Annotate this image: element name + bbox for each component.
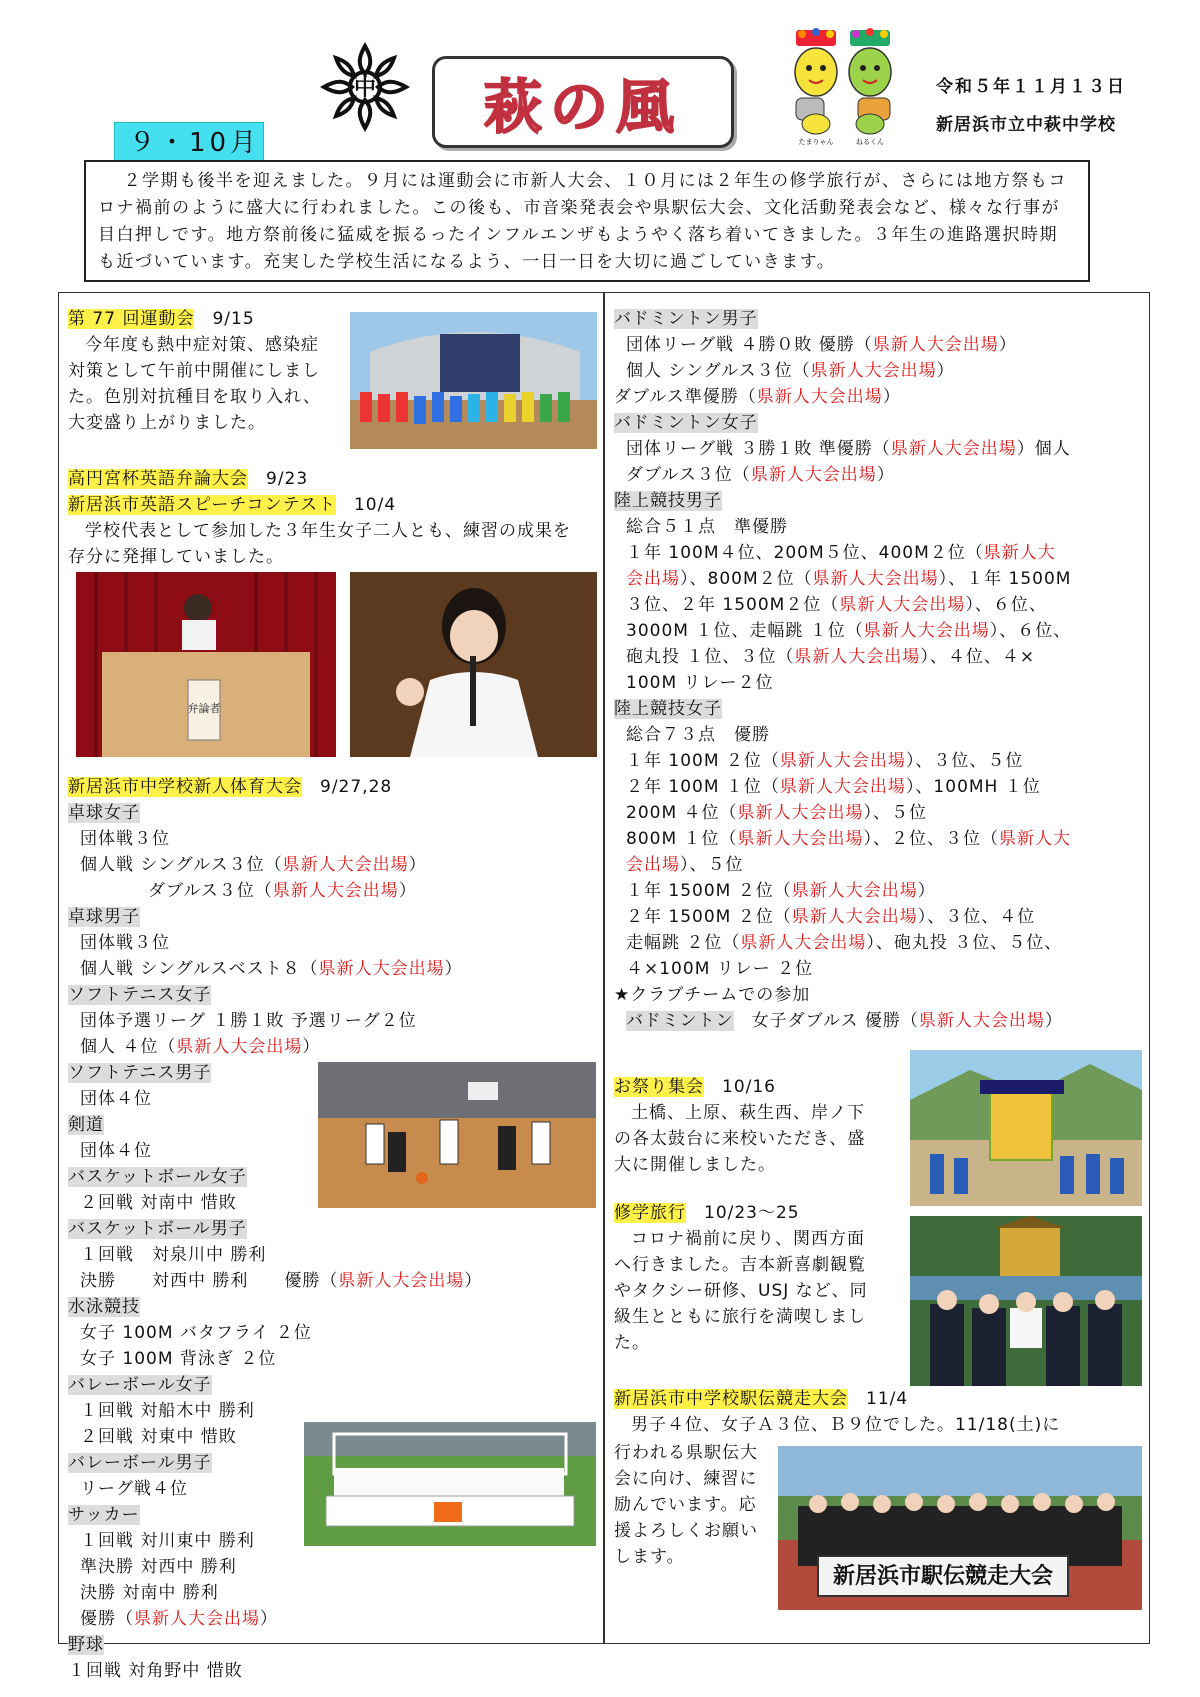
relay-line-1: 男子４位、女子Ａ３位、Ｂ９位でした。11/18(土)に — [631, 1415, 1061, 1435]
result-line: 優勝（県新人大会出場） — [80, 1609, 278, 1629]
soccer-team-photo — [304, 1422, 596, 1546]
speech-student-photo — [350, 572, 597, 757]
speech-podium-photo — [76, 572, 336, 757]
result-label-row — [68, 904, 598, 930]
result-line: 準決勝 対西中 勝利 — [80, 1557, 237, 1577]
sports-day-heading: 第 77 回運動会 — [68, 309, 195, 329]
badminton-boys-label-row — [614, 306, 1144, 332]
track-girls-line-8: 走幅跳 ２位（県新人大会出場）、砲丸投 ３位、５位、 — [626, 933, 1063, 953]
badminton-girls-line-2: ダブルス３位（県新人大会出場） — [626, 465, 895, 485]
track-boys-line-2: 会出場）、800M２位（県新人大会出場）、１年 1500M — [626, 569, 1072, 589]
speech-contest-date-2: 10/4 — [353, 495, 397, 515]
festival-photo — [910, 1050, 1142, 1206]
result-category-label: バスケットボール女子 — [68, 1167, 247, 1187]
result-line: ダブルス３位（県新人大会出場） — [148, 881, 417, 901]
badminton-boys-label: バドミントン男子 — [614, 309, 758, 329]
track-girls-label-row — [614, 696, 1144, 722]
result-label-row — [68, 1294, 598, 1320]
school-emblem-logo — [320, 42, 410, 132]
relay-heading-row — [614, 1386, 908, 1412]
result-category-label: 水泳競技 — [68, 1297, 140, 1317]
track-boys-label: 陸上競技男子 — [614, 491, 722, 511]
newsletter-title: 萩の風 — [483, 73, 682, 141]
result-label-row — [68, 1632, 598, 1658]
newsletter-title-box — [432, 56, 734, 148]
result-category-label: 剣道 — [68, 1115, 104, 1135]
track-girls-label: 陸上競技女子 — [614, 699, 722, 719]
result-line: １回戦 対川東中 勝利 — [80, 1531, 255, 1551]
junior-meet-heading-row — [68, 774, 392, 800]
speech-body: 学校代表として参加した３年生女子二人とも、練習の成果を存分に発揮していました。 — [68, 521, 571, 567]
sports-day-photo — [350, 312, 597, 449]
result-line: 団体４位 — [80, 1141, 152, 1161]
result-line: 決勝 対西中 勝利 優勝（県新人大会出場） — [80, 1271, 483, 1291]
club-team-line: バドミントン 女子ダブルス 優勝（県新人大会出場） — [626, 1011, 1063, 1031]
speech-contest-date-1: 9/23 — [266, 469, 309, 489]
festival-heading-row — [614, 1074, 776, 1100]
speech-heading-row-1 — [68, 466, 308, 492]
trip-date: 10/23～25 — [704, 1203, 800, 1223]
school-name: 新居浜市立中萩中学校 — [936, 115, 1116, 135]
speech-heading-row-2 — [68, 492, 396, 518]
relay-heading: 新居浜市中学校駅伝競走大会 — [614, 1389, 848, 1409]
track-girls-line-1: １年 100M ２位（県新人大会出場）、３位、５位 — [626, 751, 1024, 771]
track-boys-label-row — [614, 488, 1144, 514]
issue-date: 令和５年１１月１３日 — [936, 77, 1126, 97]
festival-heading: お祭り集会 — [614, 1077, 704, 1097]
result-label-row — [68, 800, 598, 826]
sports-day-body: 今年度も熱中症対策、感染症対策として午前中開催にしました。色別対抗種目を取り入れ、大変盛り上がりました。 — [68, 335, 322, 433]
school-trip-photo — [910, 1216, 1142, 1386]
result-line: 決勝 対南中 勝利 — [80, 1583, 219, 1603]
track-girls-line-5: 会出場）、５位 — [626, 855, 744, 875]
mascot-illustration — [790, 28, 902, 148]
podium-label: 弁論者 — [187, 702, 221, 715]
result-category-label: 卓球女子 — [68, 803, 140, 823]
festival-date: 10/16 — [722, 1077, 776, 1097]
result-line: １回戦 対角野中 惜敗 — [68, 1661, 243, 1681]
track-girls-line-4: 800M １位（県新人大会出場）、２位、３位（県新人大 — [626, 829, 1072, 849]
result-line: 団体予選リーグ １勝１敗 予選リーグ２位 — [80, 1011, 417, 1031]
badminton-boys-line-3: ダブルス準優勝（県新人大会出場） — [614, 387, 901, 407]
trip-heading-row — [614, 1200, 800, 1226]
track-boys-line-3: ３位、２年 1500M２位（県新人大会出場）、６位、 — [626, 595, 1047, 615]
result-category-label: サッカー — [68, 1505, 140, 1525]
trip-heading: 修学旅行 — [614, 1203, 686, 1223]
result-category-label: ソフトテニス男子 — [68, 1063, 212, 1083]
right-results — [614, 306, 1144, 1034]
relay-date: 11/4 — [866, 1389, 909, 1409]
result-line: ２回戦 対南中 惜敗 — [80, 1193, 237, 1213]
speech-contest-heading-2: 新居浜市英語スピーチコンテスト — [68, 495, 336, 515]
result-line: 団体戦３位 — [80, 829, 170, 849]
junior-meet-date: 9/27,28 — [320, 777, 393, 797]
month-badge: ９・10月 — [114, 122, 264, 162]
relay-body: 行われる県駅伝大会に向け、練習に励んでいます。応援よろしくお願いします。 — [614, 1443, 758, 1567]
result-category-label: バレーボール女子 — [68, 1375, 212, 1395]
left-results-list — [68, 800, 598, 1684]
result-category-label: ソフトテニス女子 — [68, 985, 212, 1005]
result-line: 女子 100M 背泳ぎ ２位 — [80, 1349, 277, 1369]
junior-meet-heading: 新居浜市中学校新人体育大会 — [68, 777, 302, 797]
track-girls-line-6: １年 1500M ２位（県新人大会出場） — [626, 881, 936, 901]
club-team-title: ★クラブチームでの参加 — [614, 985, 811, 1005]
track-boys-line-5: 砲丸投 １位、３位（県新人大会出場）、４位、４× — [626, 647, 1036, 667]
result-label-row — [68, 1216, 598, 1242]
relay-team-photo — [778, 1446, 1142, 1610]
result-line: ２回戦 対東中 惜敗 — [80, 1427, 237, 1447]
result-line: 女子 100M バタフライ ２位 — [80, 1323, 312, 1343]
column-divider — [603, 292, 605, 1644]
track-girls-total: 総合７３点 優勝 — [626, 725, 770, 745]
emblem-character: 中 — [353, 76, 377, 101]
badminton-boys-line-2: 個人 シングルス３位（県新人大会出場） — [626, 361, 955, 381]
club-team-label: バドミントン — [626, 1011, 734, 1031]
result-line: 団体戦３位 — [80, 933, 170, 953]
sports-day-heading-row — [68, 306, 255, 332]
badminton-girls-label-row — [614, 410, 1144, 436]
result-line: 個人戦 シングルスベスト８（県新人大会出場） — [80, 959, 463, 979]
basketball-photo — [318, 1062, 596, 1208]
badminton-girls-line-1: 団体リーグ戦 ３勝１敗 準優勝（県新人大会出場）個人 — [626, 439, 1071, 459]
badminton-girls-label: バドミントン女子 — [614, 413, 758, 433]
trip-body: コロナ禍前に戻り、関西方面へ行きました。吉本新喜劇観覧やタクシー研修、USJ など、同級生とともに旅行を満喫しました。 — [614, 1229, 868, 1353]
track-girls-line-9: ４×100M リレー ２位 — [626, 959, 814, 979]
result-label-row — [68, 982, 598, 1008]
result-category-label: バレーボール男子 — [68, 1453, 212, 1473]
sports-day-date: 9/15 — [212, 309, 255, 329]
result-category-label: 卓球男子 — [68, 907, 140, 927]
result-line: 個人戦 シングルス３位（県新人大会出場） — [80, 855, 427, 875]
result-line: 団体４位 — [80, 1089, 152, 1109]
festival-body: 土橋、上原、萩生西、岸ノ下の各太鼓台に来校いただき、盛大に開催しました。 — [614, 1103, 866, 1175]
track-boys-line-4: 3000M １位、走幅跳 １位（県新人大会出場）、６位、 — [626, 621, 1072, 641]
speech-contest-heading-1: 高円宮杯英語弁論大会 — [68, 469, 248, 489]
track-boys-line-1: １年 100M４位、200M５位、400M２位（県新人大 — [626, 543, 1056, 563]
track-girls-line-7: ２年 1500M ２位（県新人大会出場）、３位、４位 — [626, 907, 1036, 927]
track-boys-line-6: 100M リレー２位 — [626, 673, 774, 693]
mascot-name-right: ねるくん — [856, 138, 884, 146]
track-boys-total: 総合５１点 準優勝 — [626, 517, 788, 537]
mascot-name-left: たまりゃん — [798, 138, 834, 146]
result-line: １回戦 対泉川中 勝利 — [80, 1245, 267, 1265]
track-girls-line-3: 200M ４位（県新人大会出場）、５位 — [626, 803, 928, 823]
result-line: 個人 ４位（県新人大会出場） — [80, 1037, 321, 1057]
result-category-label: 野球 — [68, 1635, 104, 1655]
relay-banner-text: 新居浜市駅伝競走大会 — [832, 1564, 1054, 1589]
result-category-label: バスケットボール男子 — [68, 1219, 247, 1239]
badminton-boys-line-1: 団体リーグ戦 ４勝０敗 優勝（県新人大会出場） — [626, 335, 1017, 355]
intro-paragraph: ２学期も後半を迎えました。９月には運動会に市新人大会、１０月には２年生の修学旅行が、さらには地方祭もコロナ禍前のように盛大に行われました。この後も、市音楽発表会や県駅伝大会、文化活動発表会など、様々な行事が目白押しです。地方祭前後に猛威を振るったインフルエンザもようやく落ち着いてきました。３年生の進路選択時期も近づいています。充実した学校生活になるよう、一日一日を大切に過ごしていきます。 — [84, 160, 1090, 282]
result-label-row — [68, 1372, 598, 1398]
result-line: リーグ戦４位 — [80, 1479, 188, 1499]
track-girls-line-2: ２年 100M １位（県新人大会出場）、100MH １位 — [626, 777, 1041, 797]
result-line: １回戦 対船木中 勝利 — [80, 1401, 255, 1421]
